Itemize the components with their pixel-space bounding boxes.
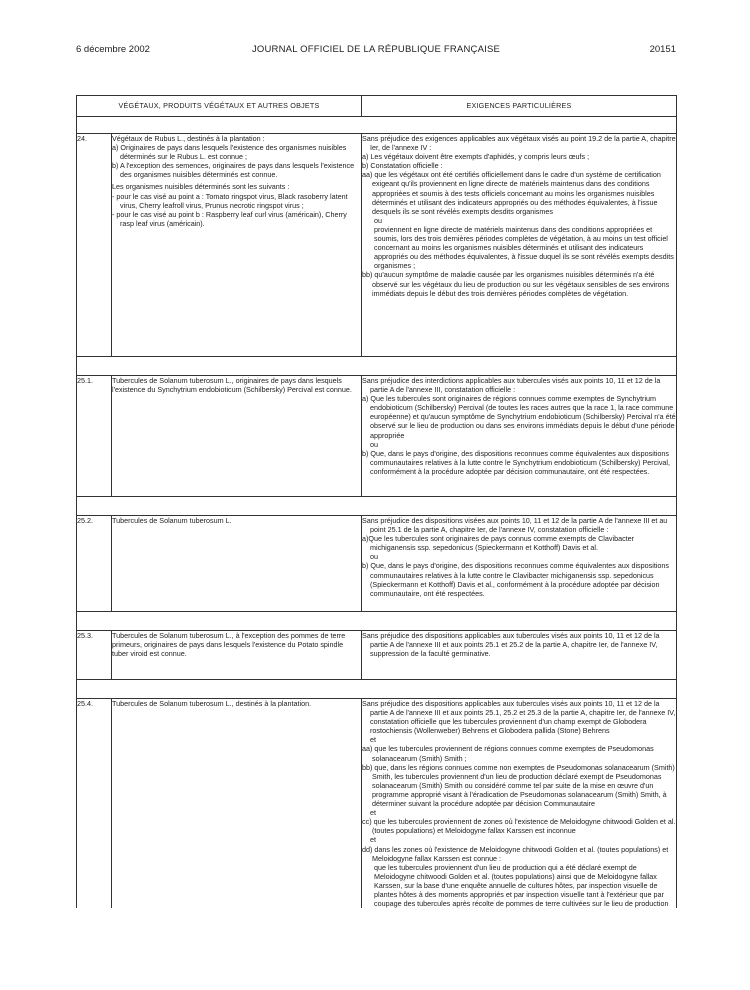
text-line: a) Que les tubercules sont originaires de régions connues comme exemptes de Synchytrium endobioticum (Schilbersky) Percival (de toutes les races autres que la race 1, la race commune européenne) et qu'aucun symptôme de Synchytrium endobioticum (Schilbersky) Percival n'a été observé sur le lieu de production ou dans ses environs immédiats depuis le début d'une période appropriée <box>362 394 676 440</box>
text-line: a) Originaires de pays dans lesquels l'existence des organismes nuisibles déterminés sur le Rubus L. est connue ; <box>112 143 347 162</box>
row-objects: Tubercules de Solanum tuberosum L., originaires de pays dans lesquels l'existence du Synchytrium endobioticum (Schilbersky) Percival est connue. <box>112 376 362 497</box>
row-requirements <box>362 699 677 909</box>
row-requirements <box>362 631 677 680</box>
text-line: aa) que les tubercules proviennent de régions connues comme exemptes de Pseudomonas solanacearum (Smith) Smith ; <box>362 744 654 763</box>
text-line: bb) que, dans les régions connues comme non exemptes de Pseudomonas solanacearum (Smith) Smith, les tubercules proviennent d'un lieu de production déclaré exempt de Pseudomonas solanacearum (Smith) Smith ou considéré comme tel par suite de la mise en œuvre d'un programme approprié visant à l'éradication de Pseudomonas solanacearum (Smith) Smith, à déterminer suivant la procédure adoptée par décision Communautaire <box>362 762 675 809</box>
row-number: 25.3. <box>77 631 112 680</box>
row-requirements <box>362 134 677 357</box>
text-line: et <box>370 808 376 818</box>
text-line: cc) que les tubercules proviennent de zones où l'existence de Meloidogyne chitwoodi Golden et al. (toutes populations) et Meloidogyne fallax Karssen est inconnue <box>362 817 676 836</box>
text-line: b) A l'exception des semences, originaires de pays dans lesquels l'existence des organismes nuisibles déterminés est connue. <box>112 161 355 180</box>
table-row <box>77 516 677 612</box>
row-requirements <box>362 376 677 497</box>
text-line: b) Constatation officielle : <box>362 161 443 171</box>
row-requirements <box>362 516 677 612</box>
row-objects: Tubercules de Solanum tuberosum L., à l'exception des pommes de terre primeurs, originaires de pays dans lesquels l'existence du Potato spindle tuber viroid est connue. <box>112 631 362 680</box>
table-row <box>77 134 677 357</box>
row-objects: Tubercules de Solanum tuberosum L., destinés à la plantation. <box>112 699 362 909</box>
row-number: 25.1. <box>77 376 112 497</box>
text-line: ou <box>370 552 378 562</box>
text-line: proviennent en ligne directe de matériels maintenus dans des conditions appropriées et soumis, lors des trois dernières périodes complètes de végétation, à au moins un test officiel concernant au moins les organismes nuisibles déterminés et utilisant des indicateurs appropriés ou des méthodes équivalentes, à l'issue duquel ils se sont révélés exempts desdits organismes ; <box>374 224 674 271</box>
row-number: 24. <box>77 134 112 357</box>
row-objects <box>112 134 362 357</box>
table-header-row <box>77 96 677 117</box>
text-line: bb) qu'aucun symptôme de maladie causée par les organismes nuisibles déterminés n'a été observé sur les végétaux du lieu de production ou sur les végétaux sensibles de ses environs immédiats depuis le début des trois dernières périodes complètes de végétation. <box>362 270 670 298</box>
row-objects: Tubercules de Solanum tuberosum L. <box>112 516 362 612</box>
text-line: Végétaux de Rubus L., destinés à la plantation : <box>112 134 265 143</box>
requirements-table <box>76 95 677 908</box>
text-line: b) Que, dans le pays d'origine, des dispositions reconnues comme équivalentes aux dispositions communautaires relatives à la lutte contre le Synchytrium endobioticum (Schilbersky) Percival, conformément à la procédure adoptée par décision communautaire, ont été respectées. <box>362 448 671 476</box>
text-line: a)Que les tubercules sont originaires de pays connus comme exempts de Clavibacter michiganensis ssp. sepedonicus (Spieckermann et Kotthoff) Davis et al. <box>362 534 635 553</box>
table-row <box>77 699 677 909</box>
row-number: 25.2. <box>77 516 112 612</box>
text-line: - pour le cas visé au point a : Tomato ringspot virus, Black rasoberry latent virus, Cherry leafroll virus, Prunus necrotic ringspot virus ; <box>112 191 348 210</box>
row-number: 25.4. <box>77 699 112 909</box>
col-header-requirements: EXIGENCES PARTICULIÈRES <box>362 96 677 117</box>
text-line: a) Les végétaux doivent être exempts d'aphidés, y compris leurs œufs ; <box>362 152 590 162</box>
table-row <box>77 631 677 680</box>
text-line: Sans préjudice des exigences applicables aux végétaux visés au point 19.2 de la partie A, chapitre Ier, de l'annexe IV : <box>362 134 676 153</box>
text-line: et <box>370 835 376 845</box>
text-line: et <box>370 735 376 745</box>
text-line: que les tubercules proviennent d'un lieu de production qui a été déclaré exempt de Meloidogyne chitwoodi Golden et al. (toutes populations) ainsi que de Meloidogyne fallax Karssen, sur la base d'une enquête annuelle de cultures hôtes, par inspection visuelle de plantes hôtes à des moments appropriés et par inspection visuelle tant à l'extérieur que par coupage des tubercules après récolte de pommes de terre cultivées sur le lieu de production <box>374 862 669 909</box>
header-page-number: 20151 <box>649 44 676 55</box>
text-line: b) Que, dans le pays d'origine, des dispositions reconnues comme équivalentes aux dispositions communautaires relatives à la lutte contre le Clavibacter michiganensis ssp. sepedonicus (Spieckermann et Kotthoff) Davis et al., conformément à la procédure adoptée par décision communautaire, ont été respectées. <box>362 561 670 598</box>
text-line: Sans préjudice des dispositions applicables aux tubercules visés aux points 10, 11 et 12 de la partie A de l'annexe III et aux points 25.1, 25.2 et 25.3 de la partie A, chapitre Ier, de l'annexe IV, constatation officielle que les tubercules proviennent d'un champ exempt de Globodera rostochiensis (Wollenweber) Behrens et Globodera pallida (Stone) Behrens <box>362 699 676 736</box>
col-header-objects: VÉGÉTAUX, PRODUITS VÉGÉTAUX ET AUTRES OBJETS <box>77 96 362 117</box>
text-line: ou <box>370 439 378 449</box>
text-line: Sans préjudice des dispositions applicables aux tubercules visés aux points 10, 11 et 12 de la partie A de l'annexe III et aux points 25.1 et 25.2 de la partie A, chapitre Ier, de l'annexe IV, suppression de la faculté germinative. <box>362 631 660 659</box>
text-line: Sans préjudice des interdictions applicables aux tubercules visés aux points 10, 11 et 12 de la partie A de l'annexe III, constatation officielle : <box>362 376 661 395</box>
text-line: dd) dans les zones où l'existence de Meloidogyne chitwoodi Golden et al. (toutes populations) et Meloidogyne fallax Karssen est connue : <box>362 844 669 863</box>
table-row <box>77 376 677 497</box>
page-header <box>76 44 676 58</box>
text-line: Les organismes nuisibles déterminés sont les suivants : <box>112 182 290 192</box>
text-line: ou <box>374 215 382 225</box>
text-line: Sans préjudice des dispositions visées aux points 10, 11 et 12 de la partie A de l'annexe III et au point 25.1 de la partie A, chapitre Ier, de l'annexe IV, constatation officielle : <box>362 516 668 535</box>
header-date: 6 décembre 2002 <box>76 44 150 55</box>
header-title: JOURNAL OFFICIEL DE LA RÉPUBLIQUE FRANÇAISE <box>251 44 501 55</box>
text-line: - pour le cas visé au point b : Raspberry leaf curl virus (américain), Cherry rasp leaf virus (américain). <box>112 209 347 228</box>
text-line: aa) que les végétaux ont été certifiés officiellement dans le cadre d'un système de certification exigeant qu'ils proviennent en ligne directe de matériels maintenus dans des conditions appropriées et soumis à des tests officiels concernant au moins les organismes nuisibles déterminés et utilisant des indicateurs appropriés ou des méthodes équivalentes, à l'issue desquels ils se sont révélés exempts desdits organismes <box>362 170 661 216</box>
